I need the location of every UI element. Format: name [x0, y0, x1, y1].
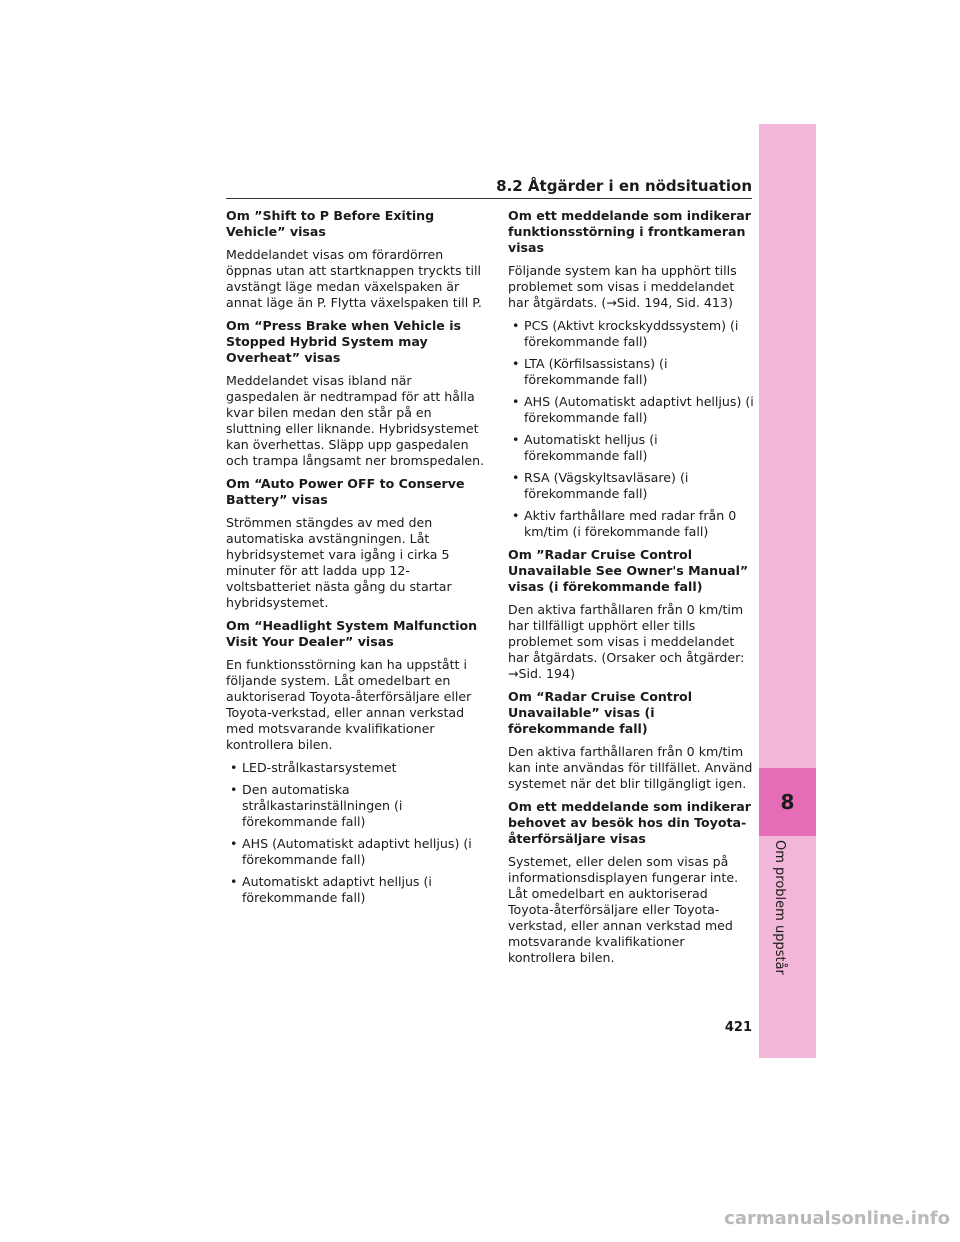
- chapter-tab: [759, 124, 816, 1058]
- heading-headlight-malfunction: Om “Headlight System Malfunction Visit Your Dealer” visas: [226, 618, 478, 649]
- paragraph: Den aktiva farthållaren från 0 km/tim har tillfälligt upphört eller tills problemet som visas i meddelandet har åtgärdats. (Orsaker och åtgärder: →Sid. 194): [508, 602, 745, 681]
- heading-visit-dealer: Om ett meddelande som indikerar behovet av besök hos din Toyota-återförsäljare visas: [508, 799, 751, 846]
- paragraph: Strömmen stängdes av med den automatiska avstängningen. Låt hybridsystemet vara igång i cirka 5 minuter för att ladda upp 12-voltsbatteriet nästa gång du startar hybridsystemet.: [226, 515, 452, 610]
- list-item: • AHS (Automatiskt adaptivt helljus) (i förekommande fall): [226, 836, 488, 868]
- right-column: [508, 208, 754, 973]
- list-item: • LED-strålkastarsystemet: [226, 760, 488, 776]
- paragraph: Den aktiva farthållaren från 0 km/tim kan inte användas för tillfället. Använd systemet när det blir tillgängligt igen.: [508, 744, 753, 791]
- watermark: carmanualsonline.info: [724, 1208, 950, 1229]
- heading-front-camera: Om ett meddelande som indikerar funktionsstörning i frontkameran visas: [508, 208, 751, 255]
- heading-radar-cruise-unavailable: Om “Radar Cruise Control Unavailable” visas (i förekommande fall): [508, 689, 693, 736]
- heading-shift-to-p: Om ”Shift to P Before Exiting Vehicle” visas: [226, 208, 435, 239]
- paragraph: Följande system kan ha upphört tills problemet som visas i meddelandet har åtgärdats. (→Sid. 194, Sid. 413): [508, 263, 737, 310]
- list-item: • Automatiskt helljus (i förekommande fall): [508, 432, 754, 464]
- list-item: • Automatiskt adaptivt helljus (i förekommande fall): [226, 874, 488, 906]
- heading-radar-cruise-see-manual: Om ”Radar Cruise Control Unavailable See Owner's Manual” visas (i förekommande fall): [508, 547, 749, 594]
- paragraph: Meddelandet visas om förardörren öppnas utan att startknappen tryckts till avstängt läge medan växelspaken är annat läge än P. Flytta växelspaken till P.: [226, 247, 482, 310]
- list-item: • AHS (Automatiskt adaptivt helljus) (i förekommande fall): [508, 394, 754, 426]
- bullet-list: [508, 318, 754, 540]
- paragraph: Meddelandet visas ibland när gaspedalen är nedtrampad för att hålla kvar bilen medan den står på en sluttning eller liknande. Hybridsystemet kan överhettas. Släpp upp gaspedalen och trampa långsamt ner bromspedalen.: [226, 373, 485, 468]
- paragraph: Systemet, eller delen som visas på informationsdisplayen fungerar inte. Låt omedelbart en auktoriserad Toyota-återförsäljare eller Toyota-verkstad, eller annan verkstad med motsvarande kvalifikationer kontrollera bilen.: [508, 854, 739, 965]
- list-item: • Aktiv farthållare med radar från 0 km/tim (i förekommande fall): [508, 508, 754, 540]
- bullet-list: [226, 760, 488, 906]
- left-column: [226, 208, 488, 913]
- list-item: • RSA (Vägskyltsavläsare) (i förekommande fall): [508, 470, 754, 502]
- list-item: • LTA (Körfilsassistans) (i förekommande fall): [508, 356, 754, 388]
- section-title: 8.2 Åtgärder i en nödsituation: [496, 177, 752, 195]
- list-item: • Den automatiska strålkastarinställningen (i förekommande fall): [226, 782, 488, 830]
- heading-auto-power-off: Om “Auto Power OFF to Conserve Battery” visas: [226, 476, 465, 507]
- heading-press-brake: Om “Press Brake when Vehicle is Stopped Hybrid System may Overheat” visas: [226, 318, 462, 365]
- chapter-label: Om problem uppstår: [772, 840, 787, 975]
- chapter-number: 8: [759, 768, 816, 836]
- paragraph: En funktionsstörning kan ha uppstått i följande system. Låt omedelbart en auktoriserad Toyota-återförsäljare eller Toyota-verkstad, eller annan verkstad med motsvarande kvalifikationer kontrollera bilen.: [226, 657, 472, 752]
- header-divider: [226, 198, 752, 199]
- list-item: • PCS (Aktivt krockskyddssystem) (i förekommande fall): [508, 318, 754, 350]
- page-number: 421: [724, 1020, 752, 1035]
